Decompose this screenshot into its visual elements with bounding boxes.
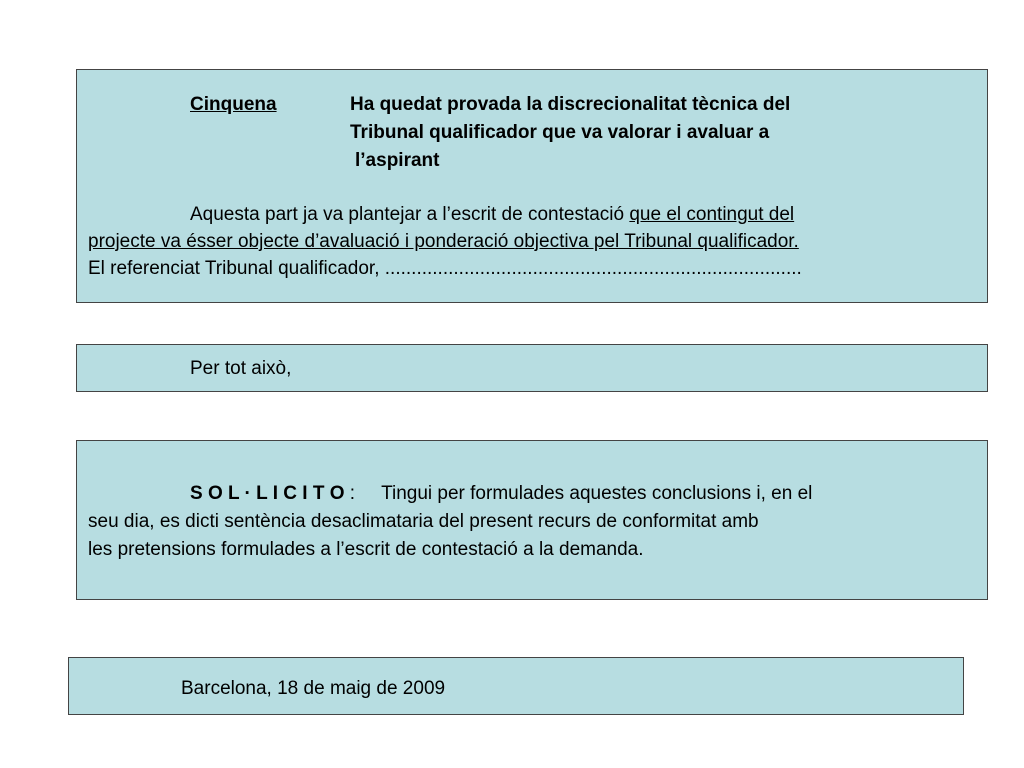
section-date-box — [68, 657, 964, 715]
paragraph-line-1-plain: Aquesta part ja va plantejar a l’escrit de contestació — [190, 204, 630, 225]
heading-label: Cinquena — [190, 94, 277, 115]
sollicito-label: S O L · L I C I T O — [190, 483, 345, 504]
paragraph-line-1-underlined: que el contingut del — [629, 204, 795, 225]
section-cinquena-box — [76, 69, 988, 303]
per-tot-aixo-text: Per tot això, — [190, 358, 292, 379]
date-text: Barcelona, 18 de maig de 2009 — [181, 678, 446, 699]
section-sollicito-box — [76, 440, 988, 600]
heading-line-1: Ha quedat provada la discrecionalitat tècnica del — [350, 94, 791, 115]
sollicito-line-3: les pretensions formulades a l’escrit de contestació a la demanda. — [88, 539, 644, 560]
sollicito-colon: : — [344, 483, 382, 504]
heading-line-2: Tribunal qualificador que va valorar i avaluar a — [350, 122, 770, 143]
sollicito-line-2: seu dia, es dicti sentència desaclimataria del present recurs de conformitat amb — [88, 511, 759, 532]
heading-line-3: l’aspirant — [355, 150, 440, 171]
paragraph-line-1 — [190, 204, 794, 226]
sollicito-line-1 — [190, 483, 812, 505]
paragraph-line-2: projecte va ésser objecte d’avaluació i ponderació objectiva pel Tribunal qualificador. — [88, 231, 799, 252]
sollicito-line-1-text: Tingui per formulades aquestes conclusions i, en el — [381, 483, 813, 504]
section-per-tot-aixo-box — [76, 344, 988, 392]
paragraph-line-3: El referenciat Tribunal qualificador, ............................................................................... — [88, 258, 802, 279]
